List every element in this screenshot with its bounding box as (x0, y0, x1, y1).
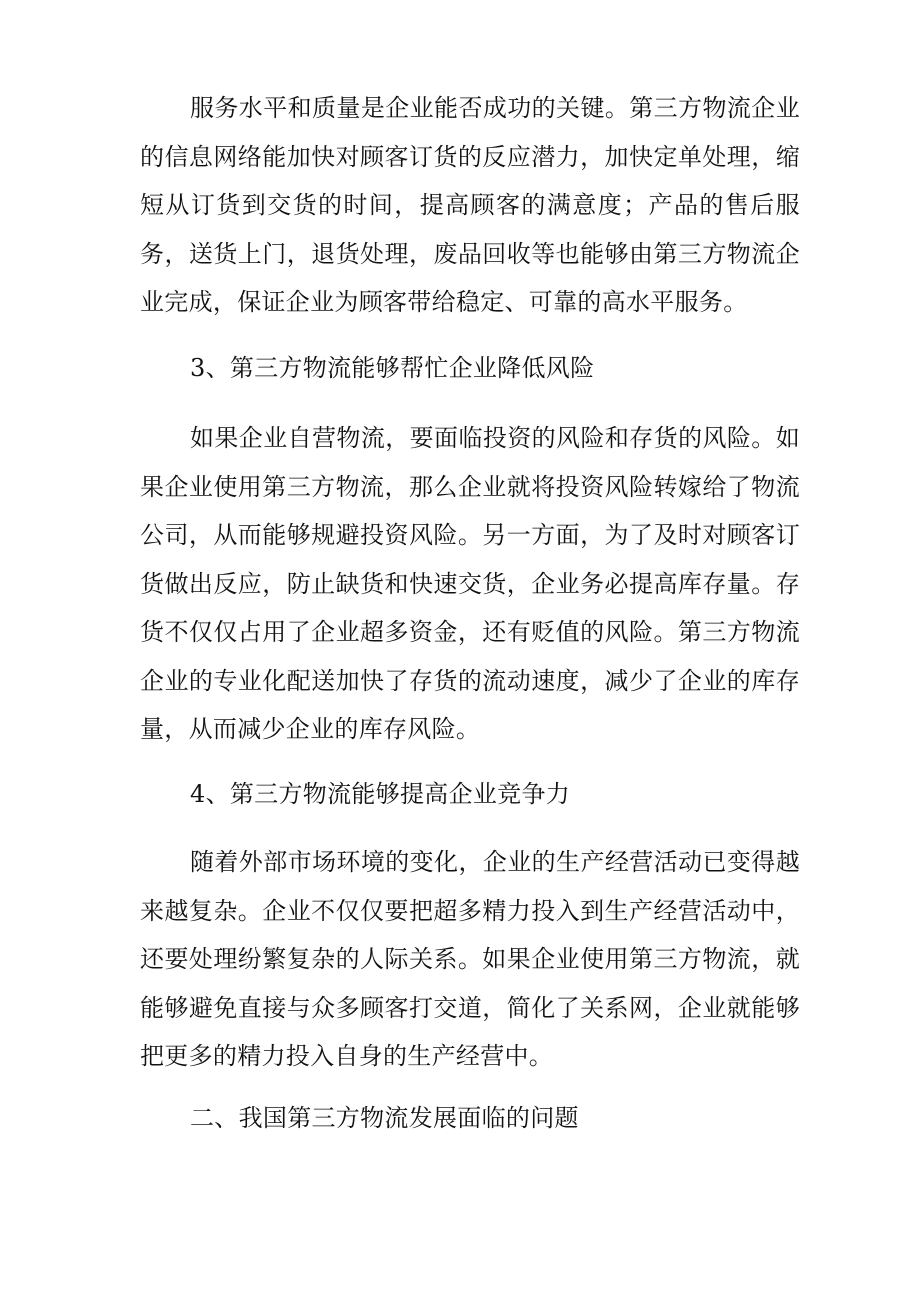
section-heading-competitiveness: 4、第三方物流能够提高企业竞争力 (190, 780, 571, 808)
section-heading-risk: 3、第三方物流能够帮忙企业降低风险 (190, 354, 595, 382)
paragraph-service-quality: 服务水平和质量是企业能否成功的关键。第三方物流企业的信息网络能加快对顾客订货的反应潜力，加快定单处理，缩短从订货到交货的时间，提高顾客的满意度；产品的售后服务，送货上门，退货处理，废品回收等也能够由第三方物流企业完成，保证企业为顾客带给稳定、可靠的高水平服务。 (140, 94, 800, 316)
paragraph-risk-reduction: 如果企业自营物流，要面临投资的风险和存货的风险。如果企业使用第三方物流，那么企业就将投资风险转嫁给了物流公司，从而能够规避投资风险。另一方面，为了及时对顾客订货做出反应，防止缺货和快速交货，企业务必提高库存量。存货不仅仅占用了企业超多资金，还有贬值的风险。第三方物流企业的专业化配送加快了存货的流动速度，减少了企业的库存量，从而减少企业的库存风险。 (140, 424, 800, 743)
paragraph-competitiveness: 随着外部市场环境的变化，企业的生产经营活动已变得越来越复杂。企业不仅仅要把超多精力投入到生产经营活动中，还要处理纷繁复杂的人际关系。如果企业使用第三方物流，就能够避免直接与众多顾客打交道，简化了关系网，企业就能够把更多的精力投入自身的生产经营中。 (140, 848, 800, 1070)
section-heading-problems: 二、我国第三方物流发展面临的问题 (190, 1104, 579, 1132)
